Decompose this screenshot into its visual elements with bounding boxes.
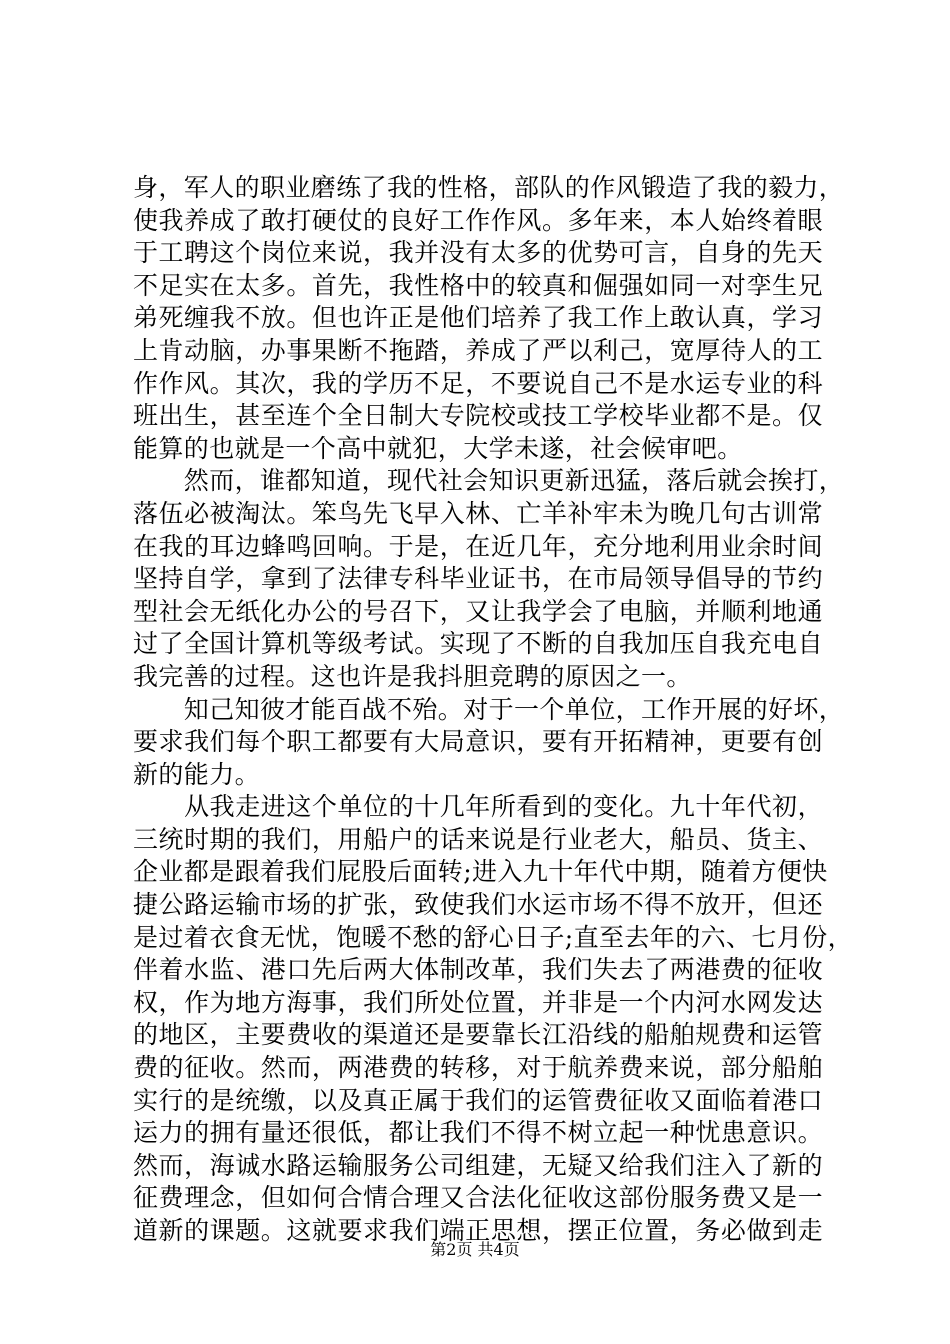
text-line: 从我走进这个单位的十几年所看到的变化。九十年代初，: [133, 792, 823, 822]
text-line: 落伍必被淘汰。笨鸟先飞早入林、亡羊补牢未为晚几句古训常: [133, 498, 823, 528]
text-line: 知己知彼才能百战不殆。对于一个单位，工作开展的好坏，: [133, 694, 845, 724]
text-line: 费的征收。然而，两港费的转移，对于航养费来说，部分船舶: [133, 1053, 823, 1083]
text-line: 班出生，甚至连个全日制大专院校或技工学校毕业都不是。仅: [133, 401, 823, 431]
text-line: 伴着水监、港口先后两大体制改革，我们失去了两港费的征收: [133, 955, 823, 985]
text-line: 坚持自学，拿到了法律专科毕业证书，在市局领导倡导的节约: [133, 564, 823, 594]
text-line: 在我的耳边蜂鸣回响。于是，在近几年，充分地利用业余时间: [133, 531, 823, 561]
text-line: 上肯动脑，办事果断不拖踏，养成了严以利己，宽厚待人的工: [133, 335, 823, 365]
text-line: 企业都是跟着我们屁股后面转;进入九十年代中期，随着方便快: [133, 857, 828, 887]
text-line: 使我养成了敢打硬仗的良好工作作风。多年来，本人始终着眼: [133, 205, 823, 235]
text-line: 作作风。其次，我的学历不足，不要说自己不是水运专业的科: [133, 368, 823, 398]
text-line: 要求我们每个职工都要有大局意识，要有开拓精神，更要有创: [133, 727, 823, 757]
text-line: 是过着衣食无忧，饱暖不愁的舒心日子;直至去年的六、七月份，: [133, 922, 854, 952]
text-line: 新的能力。: [133, 759, 261, 789]
text-line: 型社会无纸化办公的号召下，又让我学会了电脑，并顺利地通: [133, 596, 823, 626]
text-line: 我完善的过程。这也许是我抖胆竞聘的原因之一。: [133, 661, 692, 691]
text-line: 弟死缠我不放。但也许正是他们培养了我工作上敢认真，学习: [133, 303, 823, 333]
text-line: 能算的也就是一个高中就犯，大学未遂，社会候审吧。: [133, 433, 743, 463]
text-line: 然而，谁都知道，现代社会知识更新迅猛，落后就会挨打，: [133, 466, 845, 496]
text-line: 征费理念，但如何合情合理又合法化征收这部份服务费又是一: [133, 1183, 823, 1213]
text-line: 于工聘这个岗位来说，我并没有太多的优势可言，自身的先天: [133, 238, 823, 268]
text-line: 捷公路运输市场的扩张，致使我们水运市场不得不放开，但还: [133, 890, 823, 920]
text-line: 道新的课题。这就要求我们端正思想，摆正位置，务必做到走: [133, 1216, 823, 1245]
text-line: 不足实在太多。首先，我性格中的较真和倔强如同一对孪生兄: [133, 270, 823, 300]
text-line: 过了全国计算机等级考试。实现了不断的自我加压自我充电自: [133, 629, 823, 659]
text-line: 实行的是统缴，以及真正属于我们的运管费征收又面临着港口: [133, 1085, 823, 1115]
page-footer: 第2页 共4页: [430, 1240, 520, 1259]
text-line: 然而，海诚水路运输服务公司组建，无疑又给我们注入了新的: [133, 1150, 823, 1180]
text-line: 身，军人的职业磨练了我的性格，部队的作风锻造了我的毅力，: [133, 173, 845, 202]
text-line: 的地区，主要费收的渠道还是要靠长江沿线的船舶规费和运管: [133, 1020, 823, 1050]
document-body: [133, 172, 854, 1248]
text-line: 三统时期的我们，用船户的话来说是行业老大，船员、货主、: [133, 824, 823, 854]
text-line: 运力的拥有量还很低，都让我们不得不树立起一种忧患意识。: [133, 1118, 823, 1148]
text-line: 权，作为地方海事，我们所处位置，并非是一个内河水网发达: [133, 987, 823, 1017]
